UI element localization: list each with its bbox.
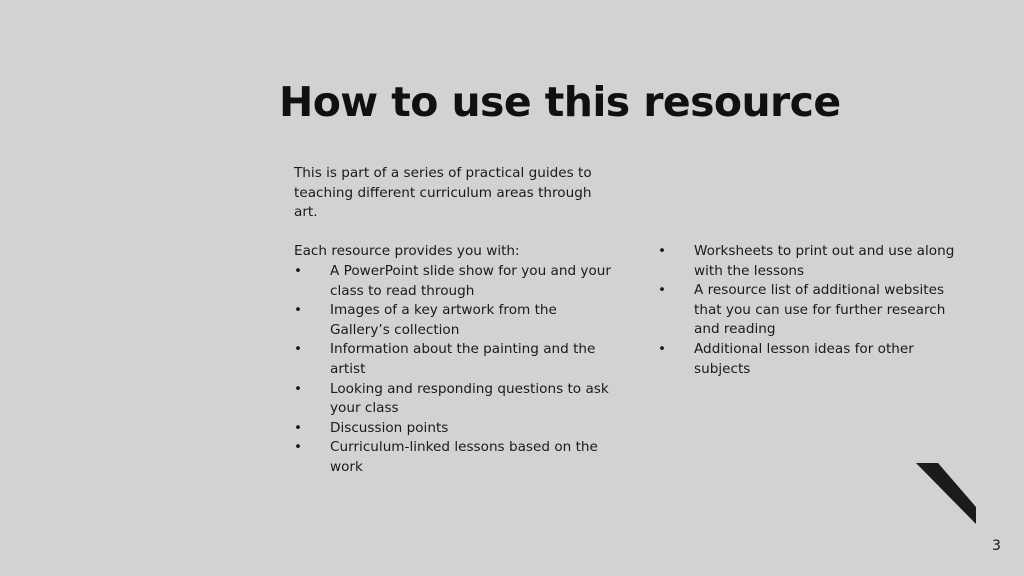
slide-title: How to use this resource: [279, 78, 841, 126]
list-item: [294, 419, 619, 439]
list-item-text: Images of a key artwork from the Gallery’s collection: [330, 302, 557, 338]
right-column: [658, 242, 958, 379]
stripe-shape: [916, 463, 976, 524]
list-item-text: Looking and responding questions to ask your class: [330, 380, 609, 417]
right-bullet-list: [658, 242, 958, 379]
list-item-text: Additional lesson ideas for other subjects: [694, 340, 914, 377]
bullet-icon: •: [294, 302, 303, 319]
bullet-icon: •: [294, 419, 303, 436]
list-item: [294, 340, 619, 379]
bullet-icon: •: [294, 262, 303, 279]
bullet-icon: •: [294, 380, 303, 397]
list-item-text: Curriculum-linked lessons based on the work: [330, 439, 598, 475]
list-item: [294, 301, 619, 340]
list-item: [294, 262, 619, 301]
paragraph-spacer: [294, 223, 619, 243]
list-item: [658, 242, 958, 281]
intro-paragraph: This is part of a series of practical guides to teaching different curriculum areas through art.: [294, 165, 592, 221]
left-bullet-list: [294, 262, 619, 478]
list-item-text: Information about the painting and the artist: [330, 341, 596, 377]
list-intro: Each resource provides you with:: [294, 243, 520, 260]
left-column: [294, 164, 619, 478]
bullet-icon: •: [658, 282, 667, 299]
bullet-icon: •: [294, 341, 303, 358]
page-number: 3: [992, 538, 1001, 554]
list-item-text: A resource list of additional websites that you can use for further research and reading: [694, 282, 946, 338]
bullet-icon: •: [658, 340, 667, 357]
list-item: [294, 380, 619, 419]
list-item-text: Worksheets to print out and use along with the lessons: [694, 243, 955, 279]
list-item: [658, 281, 958, 340]
list-item-text: A PowerPoint slide show for you and your class to read through: [330, 262, 611, 299]
list-item: [294, 438, 619, 477]
bullet-icon: •: [294, 439, 303, 456]
list-item: [658, 340, 958, 379]
list-item-text: Discussion points: [330, 419, 449, 436]
diagonal-stripe-decoration-icon: [910, 460, 980, 528]
bullet-icon: •: [658, 243, 667, 259]
